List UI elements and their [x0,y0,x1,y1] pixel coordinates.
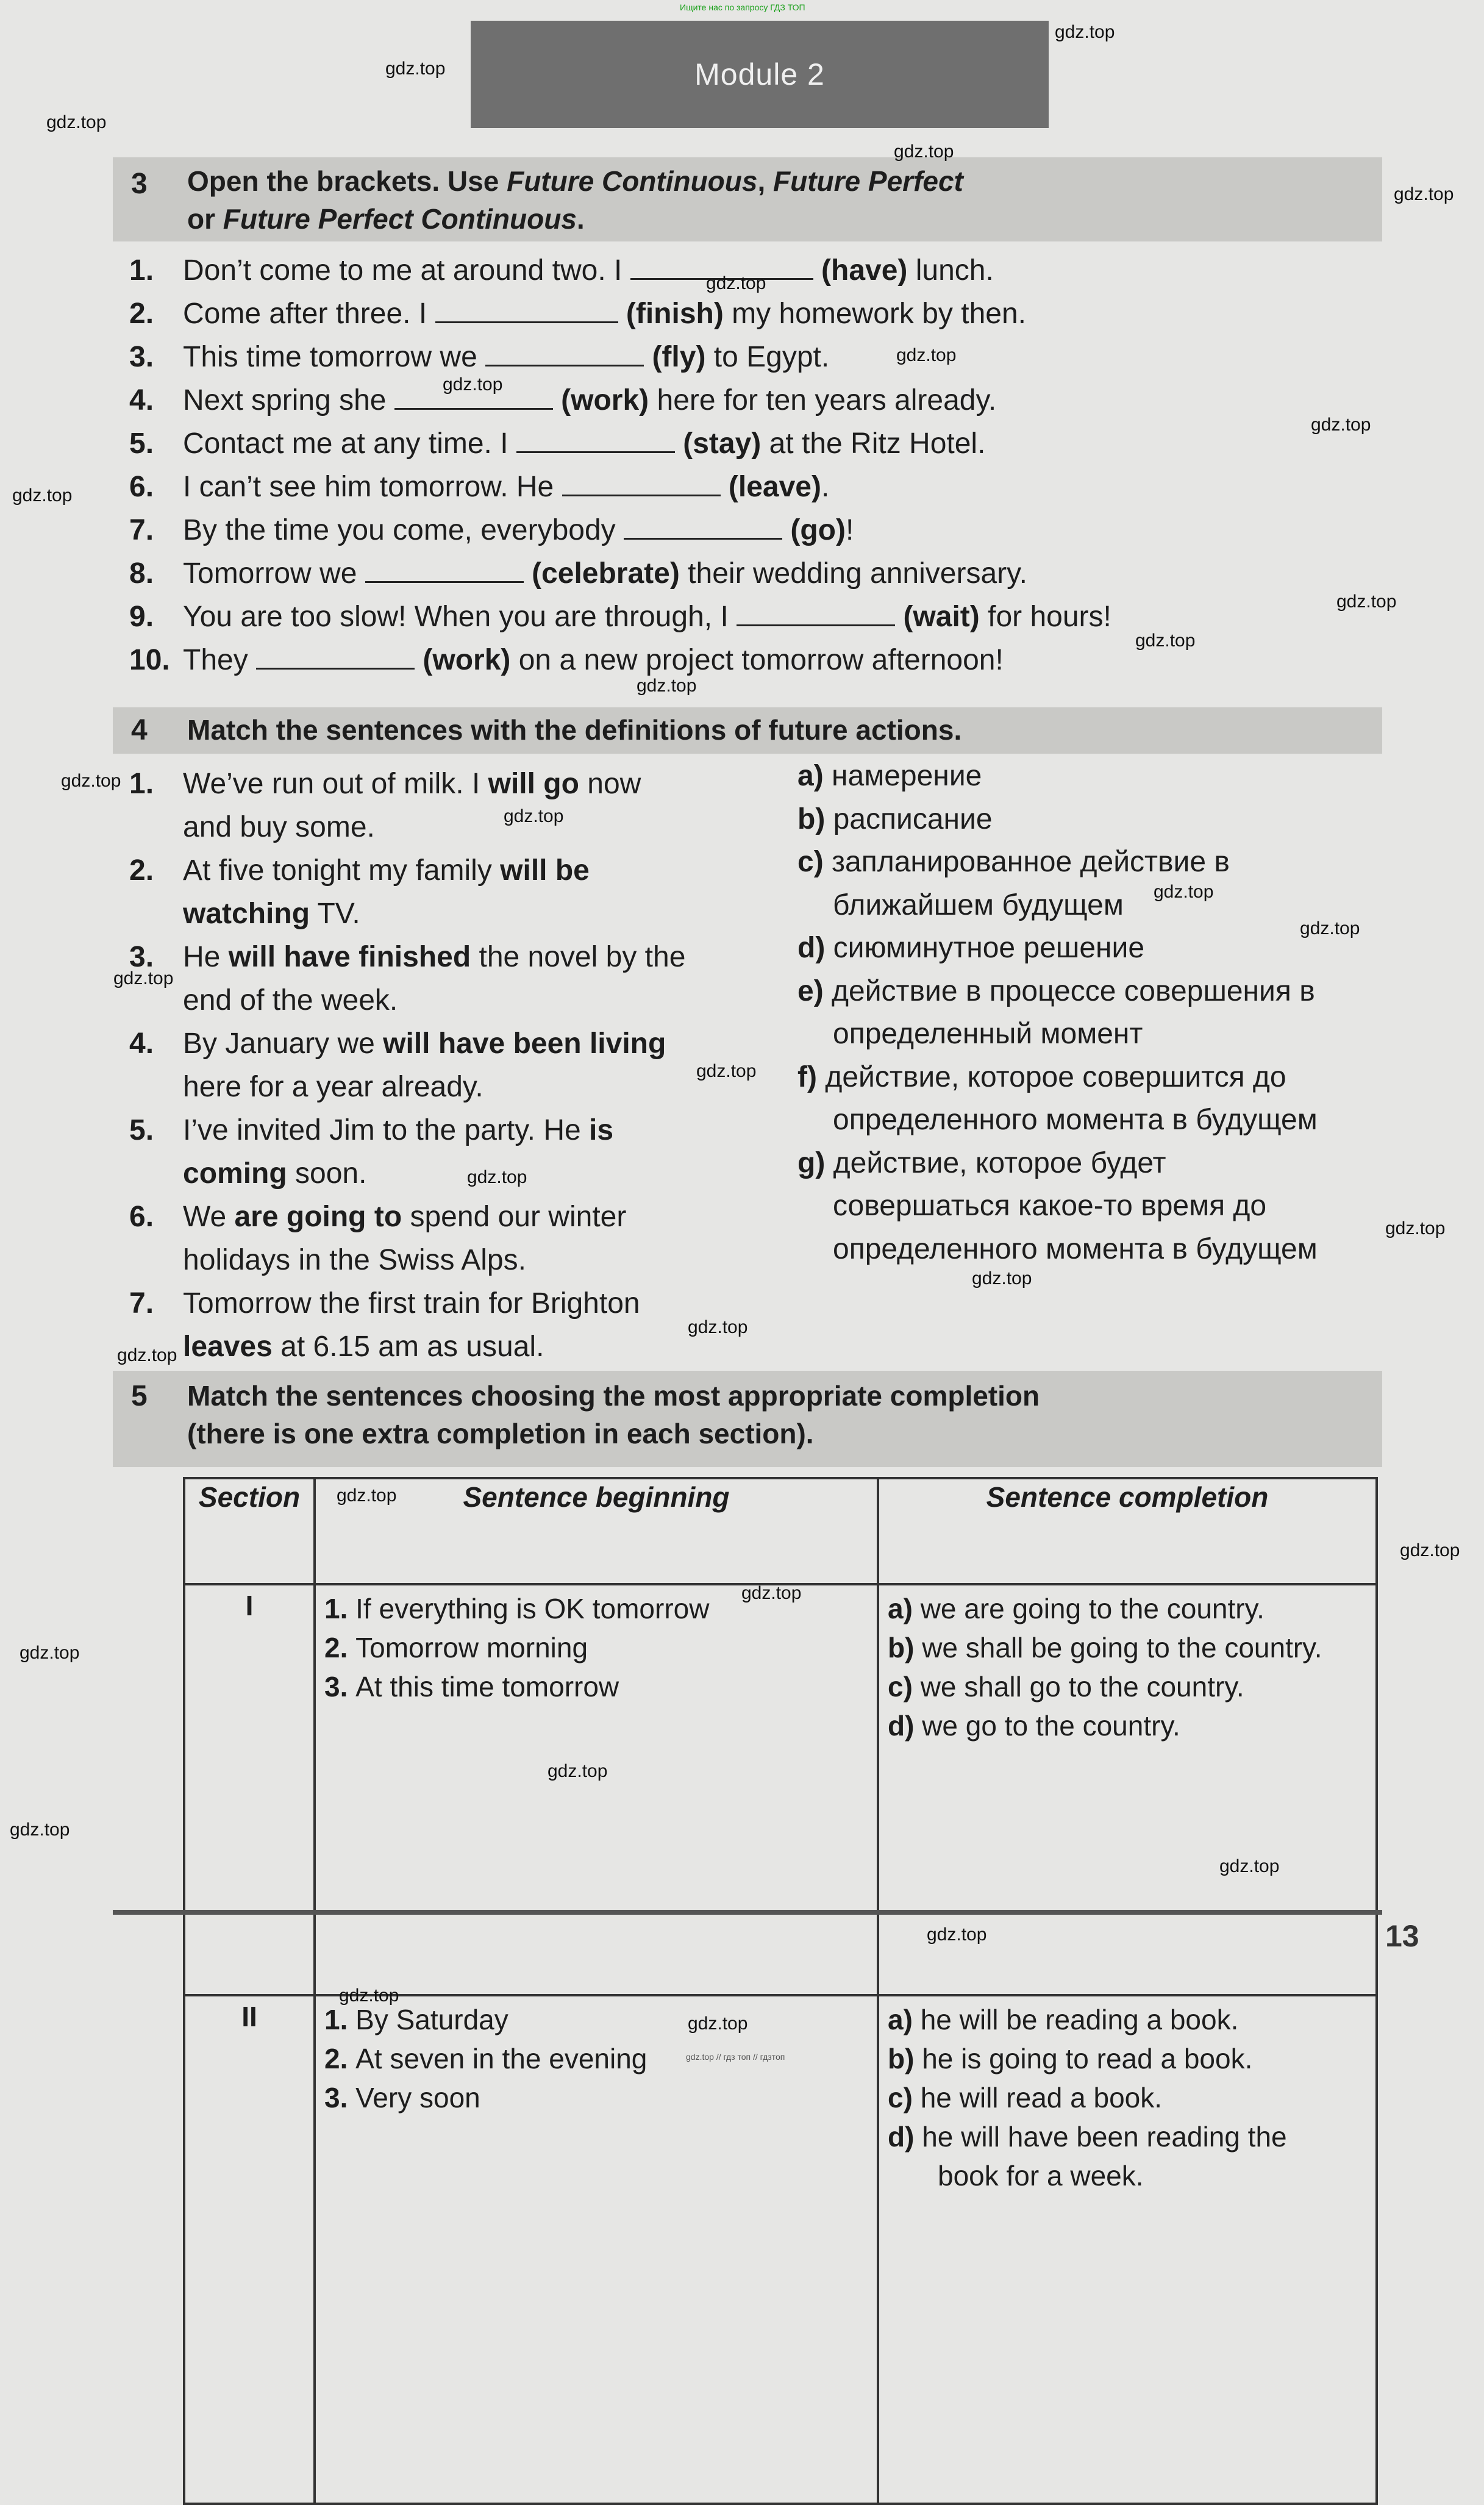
watermark: gdz.top [1135,631,1196,651]
completion-text: he will have been reading the [922,2121,1287,2153]
sentence-number: 7. [129,1287,154,1320]
beginning-number: 3. [324,1670,356,1703]
definition-line [833,1232,1318,1266]
sentence-line-2 [183,1243,526,1277]
beginning-text: At this time tomorrow [355,1670,619,1703]
watermark: gdz.top [337,1485,397,1506]
text: By January we [183,1027,383,1060]
text: He [183,941,229,973]
sentence-number: 2. [129,854,154,887]
definition-text: определенного момента в будущем [833,1232,1318,1265]
ex3-item [129,340,829,374]
watermark: gdz.top [10,1820,70,1840]
watermark: gdz.top [1336,591,1397,612]
beginning-text: Very soon [355,2082,480,2114]
watermark: gdz.top [688,1317,748,1337]
text: TV. [310,898,360,930]
watermark: gdz.top [1400,1540,1460,1560]
sentence-number: 4. [129,1027,154,1060]
watermark: gdz.top [706,273,766,293]
definition-line [797,845,1230,879]
definition-line [797,931,1144,965]
item-text: They [183,644,257,676]
item-text-end: lunch. [907,254,994,287]
watermark: gdz.top [339,1985,399,2006]
text: the novel by the [471,941,686,973]
completion-key: d) [888,1709,922,1742]
beginning-number: 1. [324,1592,356,1624]
watermark: gdz.top [896,345,957,365]
beginning [324,2078,868,2117]
watermark: gdz.top [12,485,73,506]
item-number: 1. [129,254,154,287]
definition-line [833,1017,1143,1051]
completion-key: b) [888,1631,922,1663]
definition-key: f) [797,1060,826,1093]
beginning-text: If everything is OK tomorrow [355,1592,710,1624]
highlight: will have been living [383,1027,666,1060]
watermark: gdz.top [688,2014,748,2034]
beginning [324,1667,868,1706]
exercise-5-instruction: Match the sentences choosing the most appropriate completion (there is one extra completion in each section). [187,1380,1040,1449]
item-text: Come after three. I [183,298,435,330]
sentence-line-2 [183,1070,483,1104]
header-section: Section [184,1478,315,1584]
text: spend our winter [402,1201,627,1233]
watermark: gdz.top [1311,415,1371,435]
section-name-cell [184,1995,315,2504]
text: We [183,1201,235,1233]
watermark: gdz.top [61,771,121,791]
ex3-item [129,384,996,417]
definition-key: b) [797,802,833,835]
highlight: leaves [183,1331,273,1363]
definition-line [833,1189,1266,1223]
definition-line [797,759,982,793]
watermark: gdz.top [1219,1856,1280,1876]
highlight: is [589,1114,614,1146]
watermark: gdz.top [548,1761,608,1781]
text: We’ve run out of milk. I [183,768,488,800]
footer-rule [113,1910,1382,1915]
item-text-end: ! [845,514,854,546]
sentence-line-2 [183,1157,366,1190]
sentence-line-2 [183,810,375,844]
ex3-item [129,643,1004,677]
watermark: gdz.top [637,676,697,696]
watermark: gdz.top [467,1167,527,1187]
item-text-end: . [821,471,830,503]
item-number: 6. [129,471,154,503]
definition-text: сиюминутное решение [833,932,1145,964]
exercise-4-header [113,707,1382,754]
watermark: gdz.top [741,1583,802,1603]
text: and buy some. [183,811,375,843]
ex3-item [129,427,985,460]
module-title: Module 2 [694,57,825,91]
highlight: watching [183,898,310,930]
watermark: gdz.top [46,112,107,132]
section-row [184,1584,1377,1996]
watermark: gdz.top [1154,882,1214,902]
watermark: gdz.top [1055,22,1115,42]
beginning-number: 2. [324,2043,356,2075]
ex3-item [129,297,1026,331]
completion [888,2078,1367,2117]
completion-text: he will be reading a book. [920,2004,1239,2036]
beginning-text: Tomorrow morning [355,1631,588,1663]
completion-text: he will read a book. [920,2082,1163,2114]
header-beginning: Sentence beginning [315,1478,878,1584]
beginning [324,1628,868,1667]
definition-line [797,1146,1166,1180]
sentence-line-2 [183,984,398,1017]
item-text: This time tomorrow we [183,341,486,373]
item-number: 10. [129,644,170,676]
sentence-line [129,1200,626,1234]
completion-text: he is going to read a book. [922,2043,1253,2075]
item-text: Tomorrow we [183,557,365,590]
watermark: gdz.top [1394,184,1454,204]
sentence-number: 5. [129,1114,154,1146]
answer-blank [516,427,675,453]
completion-key: b) [888,2043,922,2075]
definition-line [797,802,993,836]
module-title-box [471,21,1049,128]
definition-key: c) [797,846,832,878]
exercise-4-number: 4 [131,714,148,746]
definition-line [797,1060,1286,1094]
item-text: By the time you come, everybody [183,514,624,546]
section-name: II [241,2001,257,2033]
definition-key: d) [797,932,833,964]
text: end of the week. [183,984,398,1017]
completions-cell [878,1995,1377,2504]
verb-hint: (work) [415,644,511,676]
item-text-end: for hours! [979,601,1111,633]
answer-blank [435,297,618,323]
sentence-line [129,1113,613,1147]
answer-blank [256,643,415,670]
text: soon. [287,1157,367,1190]
beginning-number: 2. [324,1631,356,1663]
item-text: I can’t see him tomorrow. He [183,471,562,503]
watermark: gdz.top [972,1268,1032,1288]
item-number: 4. [129,384,154,416]
answer-blank [562,470,721,496]
section-row [184,1995,1377,2504]
definition-line [833,1103,1318,1137]
completion-key: a) [888,2004,921,2036]
definition-text: действие, которое будет [833,1146,1166,1179]
item-number: 8. [129,557,154,590]
definition-text: намерение [832,760,982,792]
definition-text: ближайшем будущем [833,888,1124,921]
exercise-5-number: 5 [131,1380,148,1412]
completion-key: a) [888,1592,921,1624]
sentence-line [129,1287,640,1320]
sentence-number: 3. [129,941,154,973]
item-number: 9. [129,601,154,633]
sentence-line [129,767,641,801]
completion-text: book for a week. [938,2160,1144,2192]
ex3-item [129,513,854,547]
completion-text: we shall go to the country. [920,1670,1244,1703]
text: At five tonight my family [183,854,501,887]
verb-hint: (finish) [618,298,724,330]
definition-text: определенного момента в будущем [833,1104,1318,1136]
completion-text: we go to the country. [922,1709,1180,1742]
verb-hint: (have) [813,254,908,287]
definition-line [833,888,1124,922]
exercise-4-instruction: Match the sentences with the definitions of future actions. [187,714,962,746]
item-text-end: on a new project tomorrow afternoon! [510,644,1004,676]
item-text-end: my homework by then. [723,298,1027,330]
beginning-text: By Saturday [355,2004,508,2036]
definition-key: e) [797,974,832,1007]
beginning-number: 3. [324,2082,356,2114]
completion-text: we shall be going to the country. [922,1631,1322,1663]
item-text-end: here for ten years already. [649,384,997,416]
answer-blank [624,513,782,540]
watermark: gdz.top [117,1345,177,1365]
verb-hint: (work) [552,384,649,416]
completion [888,2039,1367,2078]
sentence-number: 1. [129,768,154,800]
text: I’ve invited Jim to the party. He [183,1114,590,1146]
ex3-item [129,557,1027,590]
definition-text: определенный момент [833,1018,1143,1050]
highlight: are going to [234,1201,402,1233]
answer-blank [365,557,524,583]
sentence-line-2 [183,1330,544,1363]
text: here for a year already. [183,1071,483,1103]
verb-hint: (wait) [895,601,980,633]
beginning [324,2000,868,2039]
text: at 6.15 am as usual. [272,1331,544,1363]
watermark: gdz.top [20,1643,80,1663]
ex3-item [129,600,1111,634]
bottom-note: gdz.top // гдз топ // гдзтоп [686,2052,785,2062]
section-name: I [245,1589,254,1621]
ex3-item [129,254,994,287]
definition-text: запланированное действие в [832,846,1230,878]
answer-blank [485,340,644,366]
exercise-3-header [113,157,1382,241]
top-search-note: Ищите нас по запросу ГДЗ ТОП [680,2,805,12]
completion-key: c) [888,2082,921,2114]
item-number: 2. [129,298,154,330]
watermark: gdz.top [696,1061,757,1081]
sentence-line [129,1027,666,1060]
ex3-item [129,470,829,504]
item-text-end: to Egypt. [705,341,830,373]
completion-key: c) [888,1670,921,1703]
completion [888,2117,1367,2156]
item-text-end: at the Ritz Hotel. [761,427,986,460]
item-number: 3. [129,341,154,373]
item-number: 7. [129,514,154,546]
watermark: gdz.top [443,374,503,395]
sentence-number: 6. [129,1201,154,1233]
text: Tomorrow the first train for Brighton [183,1287,640,1320]
page-number: 13 [1385,1919,1419,1953]
exercise-5-header [113,1371,1382,1467]
completion [888,1589,1367,1628]
completion-key: d) [888,2121,922,2153]
watermark: gdz.top [385,59,446,79]
beginnings-cell [315,1995,878,2504]
watermark: gdz.top [113,968,174,988]
definition-key: g) [797,1146,833,1179]
completion-text: we are going to the country. [920,1592,1265,1624]
definition-key: a) [797,760,832,792]
beginnings-cell [315,1584,878,1996]
item-number: 5. [129,427,154,460]
text: holidays in the Swiss Alps. [183,1244,526,1276]
section-name-cell [184,1584,315,1996]
highlight: coming [183,1157,287,1190]
item-text-end: their wedding anniversary. [679,557,1027,590]
highlight: will have finished [228,941,471,973]
item-text: Contact me at any time. I [183,427,516,460]
watermark: gdz.top [504,806,564,826]
watermark: gdz.top [894,141,954,162]
highlight: will go [488,768,579,800]
definition-text: совершаться какое-то время до [833,1190,1267,1222]
completion [888,1706,1367,1745]
answer-blank [737,600,895,626]
item-text: Don’t come to me at around two. I [183,254,630,287]
beginning-number: 1. [324,2004,356,2036]
watermark: gdz.top [1300,918,1360,938]
definition-text: расписание [833,802,993,835]
definition-text: действие в процессе совершения в [832,974,1315,1007]
completion [888,1667,1367,1706]
beginning [324,2039,868,2078]
verb-hint: (stay) [674,427,762,460]
watermark: gdz.top [927,1924,987,1945]
definition-line [797,974,1315,1008]
verb-hint: (fly) [644,341,706,373]
completion [888,2000,1367,2039]
exercise-3-instruction: Open the brackets. Use Future Continuous, Future Perfect or Future Perfect Continuous. [187,165,963,235]
sentence-line [129,854,590,887]
watermark: gdz.top [1385,1218,1446,1238]
definition-text: действие, которое совершится до [825,1060,1286,1093]
verb-hint: (go) [782,514,846,546]
sentence-line [129,940,685,974]
item-text: Next spring she [183,384,394,416]
verb-hint: (leave) [720,471,821,503]
sentence-line-2 [183,897,360,931]
completion [888,2156,1367,2195]
highlight: will be [500,854,590,887]
exercise-3-number: 3 [131,168,148,200]
completion [888,1628,1367,1667]
item-text: You are too slow! When you are through, I [183,601,737,633]
header-completion: Sentence completion [878,1478,1377,1584]
beginning-text: At seven in the evening [355,2043,647,2075]
verb-hint: (celebrate) [523,557,680,590]
text: now [579,768,641,800]
